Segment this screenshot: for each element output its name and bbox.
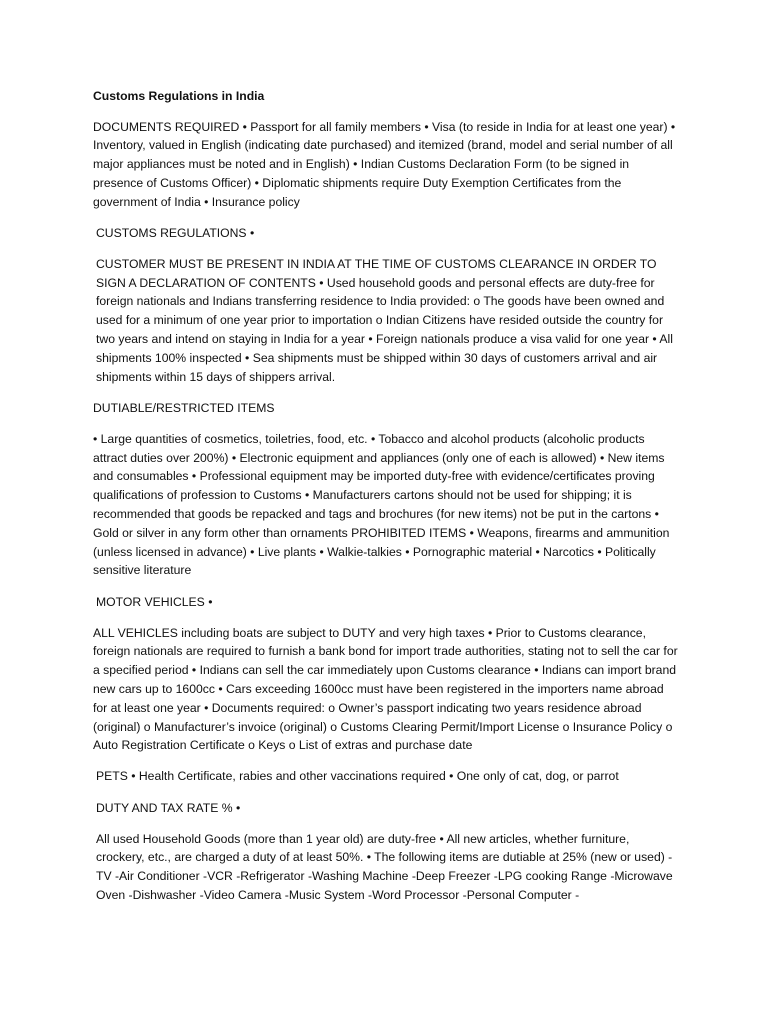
paragraph-dutiable-items: • Large quantities of cosmetics, toiletries, food, etc. • Tobacco and alcohol products (alcoholic products attract duties over 200%) • Electronic equipment and appliances (only one of each is allowed) • New items and consumables • Professional equipment may be imported duty-free with evidence/certificates proving qualifications of profession to Customs • Manufacturers cartons should not be used for shipping; it is recommended that goods be repacked and tags and brochures (for new items) not be put in the cartons • Gold or silver in any form other than ornaments PROHIBITED ITEMS • Weapons, firearms and ammunition (unless licensed in advance) • Live plants • Walkie-talkies • Pornographic material • Narcotics • Politically sensitive literature (93, 431, 670, 578)
paragraph-duty-rates: All used Household Goods (more than 1 year old) are duty-free • All new articles, whether furniture, crockery, etc., are charged a duty of at least 50%. • The following items are dutiable at 25% (new or used) -TV -Air Conditioner -VCR -Refrigerator -Washing Machine -Deep Freezer -LPG cooking Range -Microwave Oven -Dishwasher -Video Camera -Music System -Word Processor -Personal Computer - (96, 831, 673, 903)
paragraph-pets: PETS • Health Certificate, rabies and other vaccinations required • One only of cat, dog, or parrot (96, 769, 619, 784)
heading-customs-regulations: CUSTOMS REGULATIONS • (96, 225, 255, 240)
document-title: Customs Regulations in India (93, 89, 265, 103)
heading-duty-tax-rate: DUTY AND TAX RATE % • (96, 800, 241, 815)
paragraph-documents-required: DOCUMENTS REQUIRED • Passport for all family members • Visa (to reside in India for at least one year) • Inventory, valued in English (indicating date purchased) and itemized (brand, model and serial number of all major appliances must be noted and in English) • Indian Customs Declaration Form (to be signed in presence of Customs Officer) • Diplomatic shipments require Duty Exemption Certificates from the government of India • Insurance policy (93, 119, 676, 209)
paragraph-customer-presence: CUSTOMER MUST BE PRESENT IN INDIA AT THE TIME OF CUSTOMS CLEARANCE IN ORDER TO SIGN A DECLARATION OF CONTENTS • Used household goods and personal effects are duty-free for foreign nationals and Indians transferring residence to India provided: o The goods have been owned and used for a minimum of one year prior to importation o Indian Citizens have resided outside the country for two years and intend on staying in India for a year • Foreign nationals produce a visa valid for one year • All shipments 100% inspected • Sea shipments must be shipped within 30 days of customers arrival and air shipments within 15 days of shippers arrival. (96, 256, 673, 384)
document-page (93, 82, 679, 917)
heading-motor-vehicles: MOTOR VEHICLES • (96, 594, 213, 609)
paragraph-vehicles: ALL VEHICLES including boats are subject to DUTY and very high taxes • Prior to Customs clearance, foreign nationals are required to furnish a bank bond for import trade authorities, stating not to sell the car for a specified period • Indians can sell the car immediately upon Customs clearance • Indians can import brand new cars up to 1600cc • Cars exceeding 1600cc must have been registered in the importers name abroad for at least one year • Documents required: o Owner’s passport indicating two years residence abroad (original) o Manufacturer’s invoice (original) o Customs Clearing Permit/Import License o Insurance Policy o Auto Registration Certificate o Keys o List of extras and purchase date (93, 625, 678, 753)
heading-dutiable-restricted: DUTIABLE/RESTRICTED ITEMS (93, 400, 275, 415)
